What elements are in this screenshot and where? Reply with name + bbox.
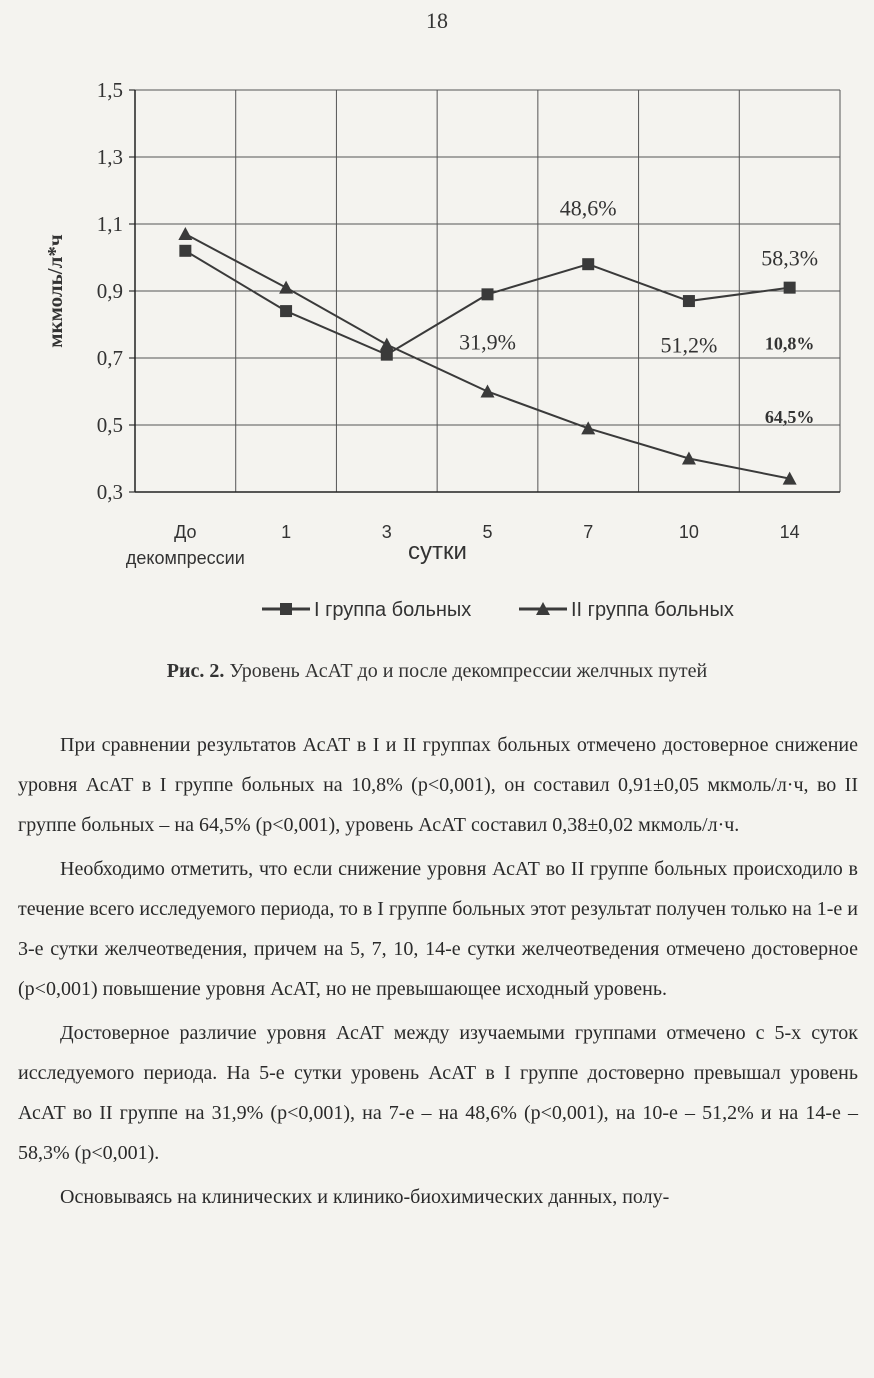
data-point-triangle bbox=[178, 227, 192, 240]
annotation-label: 10,8% bbox=[764, 333, 815, 354]
y-tick-label: 0,9 bbox=[96, 279, 123, 303]
y-tick-label: 0,5 bbox=[96, 413, 123, 437]
y-tick-label: 1,3 bbox=[96, 145, 123, 169]
y-tick-label: 1,1 bbox=[96, 212, 123, 236]
figure-caption-label: Рис. 2. bbox=[166, 660, 225, 682]
annotation-label: 58,3% bbox=[761, 245, 819, 271]
paragraph: Необходимо отметить, что если снижение уровня АсАТ во II группе больных происходило в течение всего исследуемого периода, то в I группе больных этот результат получен только на 1-е и 3-е сутки желчеотведения, причем на 5, 7, 10, 14-е сутки желчеотведения отмечено достоверное (p<0,001) повышение уровня АсАТ, но не превышающее исходный уровень. bbox=[18, 858, 858, 1000]
x-tick-label: 3 bbox=[381, 522, 392, 542]
x-tick-label: До bbox=[174, 522, 197, 542]
data-point-triangle bbox=[581, 421, 595, 434]
annotation-label: 48,6% bbox=[559, 195, 617, 221]
body-text bbox=[18, 725, 858, 1221]
data-point-square bbox=[482, 288, 494, 300]
data-point-triangle bbox=[481, 385, 495, 398]
y-tick-label: 0,3 bbox=[96, 480, 123, 504]
paragraph: При сравнении результатов АсАТ в I и II группах больных отмечено достоверное снижение уровня АсАТ в I группе больных на 10,8% (p<0,001), он составил 0,91±0,05 мкмоль/л·ч, во II группе больных – на 64,5% (p<0,001), уровень АсАТ составил 0,38±0,02 мкмоль/л·ч. bbox=[18, 734, 858, 836]
data-point-square bbox=[683, 295, 695, 307]
x-tick-label: декомпрессии bbox=[125, 548, 245, 568]
paragraph: Основываясь на клинических и клинико-биохимических данных, полу- bbox=[60, 1186, 670, 1208]
y-axis-title: мкмоль/л*ч bbox=[43, 234, 67, 348]
data-point-square bbox=[582, 258, 594, 270]
x-tick-label: 7 bbox=[583, 522, 594, 542]
y-tick-label: 0,7 bbox=[96, 346, 123, 370]
data-point-triangle bbox=[279, 281, 293, 294]
page-number: 18 bbox=[426, 8, 448, 33]
legend-marker-square bbox=[280, 603, 292, 615]
data-point-triangle bbox=[380, 338, 394, 351]
figure-caption-text: Уровень АсАТ до и после декомпрессии желчных путей bbox=[229, 660, 708, 682]
annotation-label: 64,5% bbox=[764, 406, 815, 427]
x-tick-label: 5 bbox=[482, 522, 493, 542]
data-point-square bbox=[179, 245, 191, 257]
x-tick-label: 1 bbox=[281, 522, 292, 542]
x-axis-title: сутки bbox=[408, 538, 467, 565]
data-point-square bbox=[280, 305, 292, 317]
annotation-label: 51,2% bbox=[660, 332, 718, 358]
legend-label: I группа больных bbox=[314, 599, 472, 621]
annotation-label: 31,9% bbox=[459, 329, 516, 355]
aspartate-aminotransferase-chart bbox=[0, 60, 874, 640]
x-tick-label: 10 bbox=[678, 522, 699, 542]
data-point-square bbox=[784, 282, 796, 294]
legend-label: II группа больных bbox=[571, 599, 734, 621]
paragraph: Достоверное различие уровня АсАТ между изучаемыми группами отмечено с 5-х суток исследуемого периода. На 5-е сутки уровень АсАТ в I группе достоверно превышал уровень АсАТ во II группе на 31,9% (p<0,001), на 7-е – на 48,6% (p<0,001), на 10-е – 51,2% и на 14-е – 58,3% (p<0,001). bbox=[18, 1022, 858, 1164]
x-tick-label: 14 bbox=[779, 522, 800, 542]
figure-caption bbox=[0, 660, 874, 683]
y-tick-label: 1,5 bbox=[96, 78, 123, 102]
